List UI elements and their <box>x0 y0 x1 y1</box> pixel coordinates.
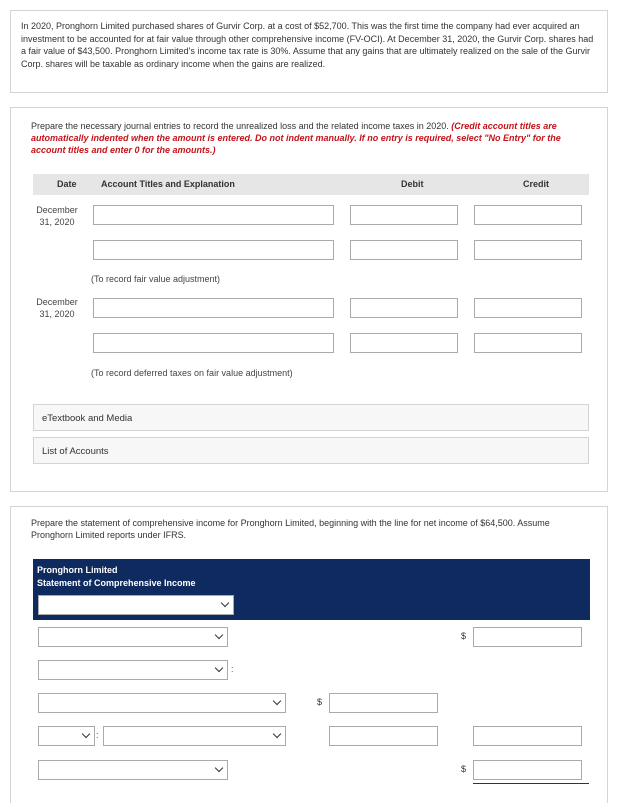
etextbook-label: eTextbook and Media <box>42 413 133 424</box>
header-date: Date <box>57 179 77 189</box>
debit-input[interactable] <box>350 333 458 353</box>
statement-title: Statement of Comprehensive Income <box>37 578 196 588</box>
amount-input[interactable] <box>329 726 438 746</box>
journal-instruction-note: (Credit account titles are automatically indented when the amount is entered. Do not indent manually. If no entry is required, select "No Entry" for the account titles and enter 0 for the amounts.) <box>31 121 561 155</box>
amount-input[interactable] <box>473 726 582 746</box>
account-title-input[interactable] <box>93 333 334 353</box>
line-item-select[interactable] <box>38 760 228 780</box>
problem-panel <box>10 10 608 93</box>
journal-instruction-text: Prepare the necessary journal entries to record the unrealized loss and the related income taxes in 2020. <box>31 121 452 131</box>
problem-text: In 2020, Pronghorn Limited purchased shares of Gurvir Corp. at a cost of $52,700. This was the first time the company had ever acquired an investment to be accounted for at fair value through other comprehensive income (FV-OCI). At December 31, 2020, the Gurvir Corp. shares had a fair value of $43,500. Pronghorn Limited's income tax rate is 30%. Assume that any gains that are ultimately realized on the sale of the Gurvir Corp. shares will be taxable as ordinary income when the gains are realized. <box>21 21 594 69</box>
chevron-down-icon <box>273 730 281 738</box>
colon-label: : <box>96 730 99 740</box>
entry-note: (To record fair value adjustment) <box>91 274 221 284</box>
credit-input[interactable] <box>474 333 582 353</box>
list-of-accounts-label: List of Accounts <box>42 446 109 457</box>
amount-input[interactable] <box>473 760 582 780</box>
entry-note: (To record deferred taxes on fair value adjustment) <box>91 368 293 378</box>
entry-date: December 31, 2020 <box>36 205 78 227</box>
chevron-down-icon <box>221 599 229 607</box>
line-item-select[interactable] <box>103 726 286 746</box>
debit-input[interactable] <box>350 240 458 260</box>
line-item-select[interactable] <box>38 693 286 713</box>
account-title-input[interactable] <box>93 298 334 318</box>
dollar-sign: $ <box>317 697 323 707</box>
chevron-down-icon <box>273 697 281 705</box>
journal-table-header <box>33 174 589 195</box>
header-credit: Credit <box>523 179 550 189</box>
period-select[interactable] <box>38 595 234 615</box>
line-item-select[interactable] <box>38 627 228 647</box>
dollar-sign: $ <box>461 764 467 774</box>
etextbook-link[interactable] <box>33 404 589 431</box>
line-item-select[interactable] <box>38 660 228 680</box>
journal-instruction <box>31 120 591 156</box>
credit-input[interactable] <box>474 205 582 225</box>
list-of-accounts-link[interactable] <box>33 437 589 464</box>
company-name: Pronghorn Limited <box>37 565 118 575</box>
credit-input[interactable] <box>474 240 582 260</box>
total-underline <box>473 783 589 784</box>
statement-panel <box>10 506 608 803</box>
account-title-input[interactable] <box>93 240 334 260</box>
header-account: Account Titles and Explanation <box>101 179 235 189</box>
debit-input[interactable] <box>350 205 458 225</box>
credit-input[interactable] <box>474 298 582 318</box>
line-item-select[interactable] <box>38 726 95 746</box>
statement-header <box>33 559 590 620</box>
chevron-down-icon <box>215 764 223 772</box>
statement-instruction: Prepare the statement of comprehensive income for Pronghorn Limited, beginning with the line for net income of $64,500. Assume Pronghorn Limited reports under IFRS. <box>31 518 550 540</box>
amount-input[interactable] <box>473 627 582 647</box>
chevron-down-icon <box>215 631 223 639</box>
debit-input[interactable] <box>350 298 458 318</box>
chevron-down-icon <box>215 664 223 672</box>
account-title-input[interactable] <box>93 205 334 225</box>
header-debit: Debit <box>401 179 424 189</box>
amount-input[interactable] <box>329 693 438 713</box>
entry-date: December 31, 2020 <box>36 297 78 319</box>
journal-entry-panel <box>10 107 608 492</box>
colon-label: : <box>231 664 234 674</box>
dollar-sign: $ <box>461 631 467 641</box>
chevron-down-icon <box>82 730 90 738</box>
